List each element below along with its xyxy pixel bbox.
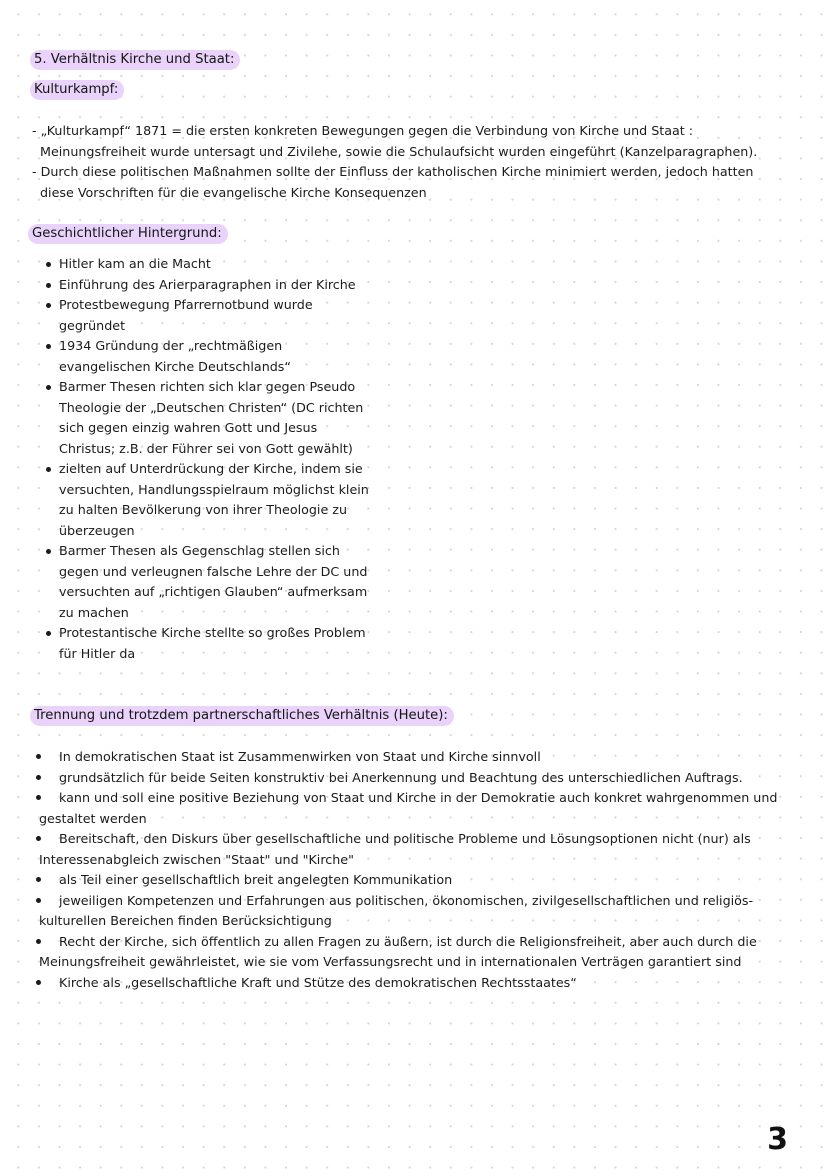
list-item	[46, 295, 369, 336]
kulturkampf-line: - „Kulturkampf“ 1871 = die ersten konkreten Bewegungen gegen die Verbindung von Kirche und Staat :	[32, 123, 694, 138]
bullet-icon	[36, 836, 41, 841]
bullet-icon	[46, 549, 51, 554]
list-item-line: 1934 Gründung der „rechtmäßigen	[59, 338, 283, 353]
list-item-text: jeweiligen Kompetenzen und Erfahrungen aus politischen, ökonomischen, zivilgesellschaftlichen und religiös-	[59, 892, 754, 908]
list-item	[46, 541, 369, 623]
list-item-text: als Teil einer gesellschaftlich breit angelegten Kommunikation	[59, 872, 453, 887]
list-item	[34, 973, 804, 994]
list-item-line: sich gegen einzig wahren Gott und Jesus	[59, 420, 318, 435]
list-item-line: Hitler kam an die Macht	[59, 256, 211, 271]
bullet-icon	[46, 283, 51, 288]
list-item-continuation: Meinungsfreiheit gewährleistet, wie sie vom Verfassungsrecht und in internationalen Verträgen garantiert sind	[39, 954, 742, 969]
bullet-icon	[46, 467, 51, 472]
list-item	[34, 829, 804, 870]
hintergrund-list	[46, 254, 369, 664]
list-item-text: In demokratischen Staat ist Zusammenwirken von Staat und Kirche sinnvoll	[59, 749, 541, 764]
kulturkampf-heading: Kulturkampf:	[30, 80, 124, 100]
list-item	[34, 768, 804, 789]
list-item-continuation: gestaltet werden	[39, 810, 147, 826]
kulturkampf-paragraph	[32, 121, 757, 203]
bullet-icon	[36, 877, 41, 882]
list-item-text: Kirche als „gesellschaftliche Kraft und Stütze des demokratischen Rechtsstaates“	[59, 974, 577, 990]
list-item	[46, 377, 369, 459]
list-item-continuation: kulturellen Bereichen finden Berücksichtigung	[39, 913, 332, 928]
list-item-text: grundsätzlich für beide Seiten konstruktiv bei Anerkennung und Beachtung des unterschiedlichen Auftrags.	[59, 769, 743, 785]
bullet-icon	[36, 980, 41, 985]
hintergrund-heading: Geschichtlicher Hintergrund:	[28, 224, 228, 244]
list-item	[46, 623, 369, 664]
list-item	[34, 870, 804, 891]
bullet-icon	[46, 385, 51, 390]
bullet-icon	[46, 303, 51, 308]
list-item-line: Protestbewegung Pfarrernotbund wurde	[59, 297, 313, 312]
list-item	[46, 275, 369, 296]
kulturkampf-line: Meinungsfreiheit wurde untersagt und Zivilehe, sowie die Schulaufsicht wurden eingeführt (Kanzelparagraphen).	[40, 143, 758, 159]
list-item	[46, 336, 369, 377]
bullet-icon	[36, 775, 41, 780]
kulturkampf-line: - Durch diese politischen Maßnahmen sollte der Einfluss der katholischen Kirche minimiert werden, jedoch hatten	[32, 164, 754, 180]
heute-list	[34, 747, 804, 993]
list-item	[34, 788, 804, 829]
list-item-line: zu halten Bevölkerung von ihrer Theologie zu	[59, 502, 347, 517]
list-item-line: zielten auf Unterdrückung der Kirche, indem sie	[59, 461, 363, 476]
list-item-text: kann und soll eine positive Beziehung von Staat und Kirche in der Demokratie auch konkret wahrgenommen und	[59, 790, 778, 805]
list-item-line: Theologie der „Deutschen Christen“ (DC richten	[59, 399, 364, 415]
heute-heading: Trennung und trotzdem partnerschaftliches Verhältnis (Heute):	[30, 706, 454, 726]
list-item-line: gegen und verleugnen falsche Lehre der DC und	[59, 563, 368, 579]
list-item-line: überzeugen	[59, 522, 135, 538]
list-item-line: für Hitler da	[59, 645, 136, 661]
bullet-icon	[36, 795, 41, 800]
list-item-line: zu machen	[59, 604, 129, 620]
bullet-icon	[46, 262, 51, 267]
list-item-line: Barmer Thesen als Gegenschlag stellen sich	[59, 543, 340, 558]
list-item-line: Einführung des Arierparagraphen in der Kirche	[59, 276, 356, 292]
section-title: 5. Verhältnis Kirche und Staat:	[30, 50, 240, 70]
list-item-line: evangelischen Kirche Deutschlands“	[59, 358, 291, 374]
bullet-icon	[46, 344, 51, 349]
list-item	[34, 932, 804, 973]
list-item-line: Protestantische Kirche stellte so großes Problem	[59, 625, 366, 640]
list-item-line: versuchten, Handlungsspielraum möglichst klein	[59, 481, 369, 497]
list-item-line: gegründet	[59, 317, 126, 333]
list-item	[34, 747, 804, 768]
list-item	[46, 254, 369, 275]
kulturkampf-line: diese Vorschriften für die evangelische Kirche Konsequenzen	[40, 184, 427, 200]
list-item-line: Christus; z.B. der Führer sei von Gott gewählt)	[59, 440, 353, 456]
list-item	[34, 891, 804, 932]
page-number: 3	[767, 1122, 788, 1157]
bullet-icon	[36, 898, 41, 903]
list-item-text: Recht der Kirche, sich öffentlich zu allen Fragen zu äußern, ist durch die Religionsfreiheit, aber auch durch die	[59, 933, 757, 949]
list-item	[46, 459, 369, 541]
list-item-line: versuchten auf „richtigen Glauben“ aufmerksam	[59, 584, 368, 599]
list-item-text: Bereitschaft, den Diskurs über gesellschaftliche und politische Probleme und Lösungsoptionen nicht (nur) als	[59, 831, 751, 846]
bullet-icon	[46, 631, 51, 636]
list-item-line: Barmer Thesen richten sich klar gegen Pseudo	[59, 379, 356, 394]
list-item-continuation: Interessenabgleich zwischen "Staat" und "Kirche"	[39, 851, 354, 867]
bullet-icon	[36, 754, 41, 759]
bullet-icon	[36, 939, 41, 944]
